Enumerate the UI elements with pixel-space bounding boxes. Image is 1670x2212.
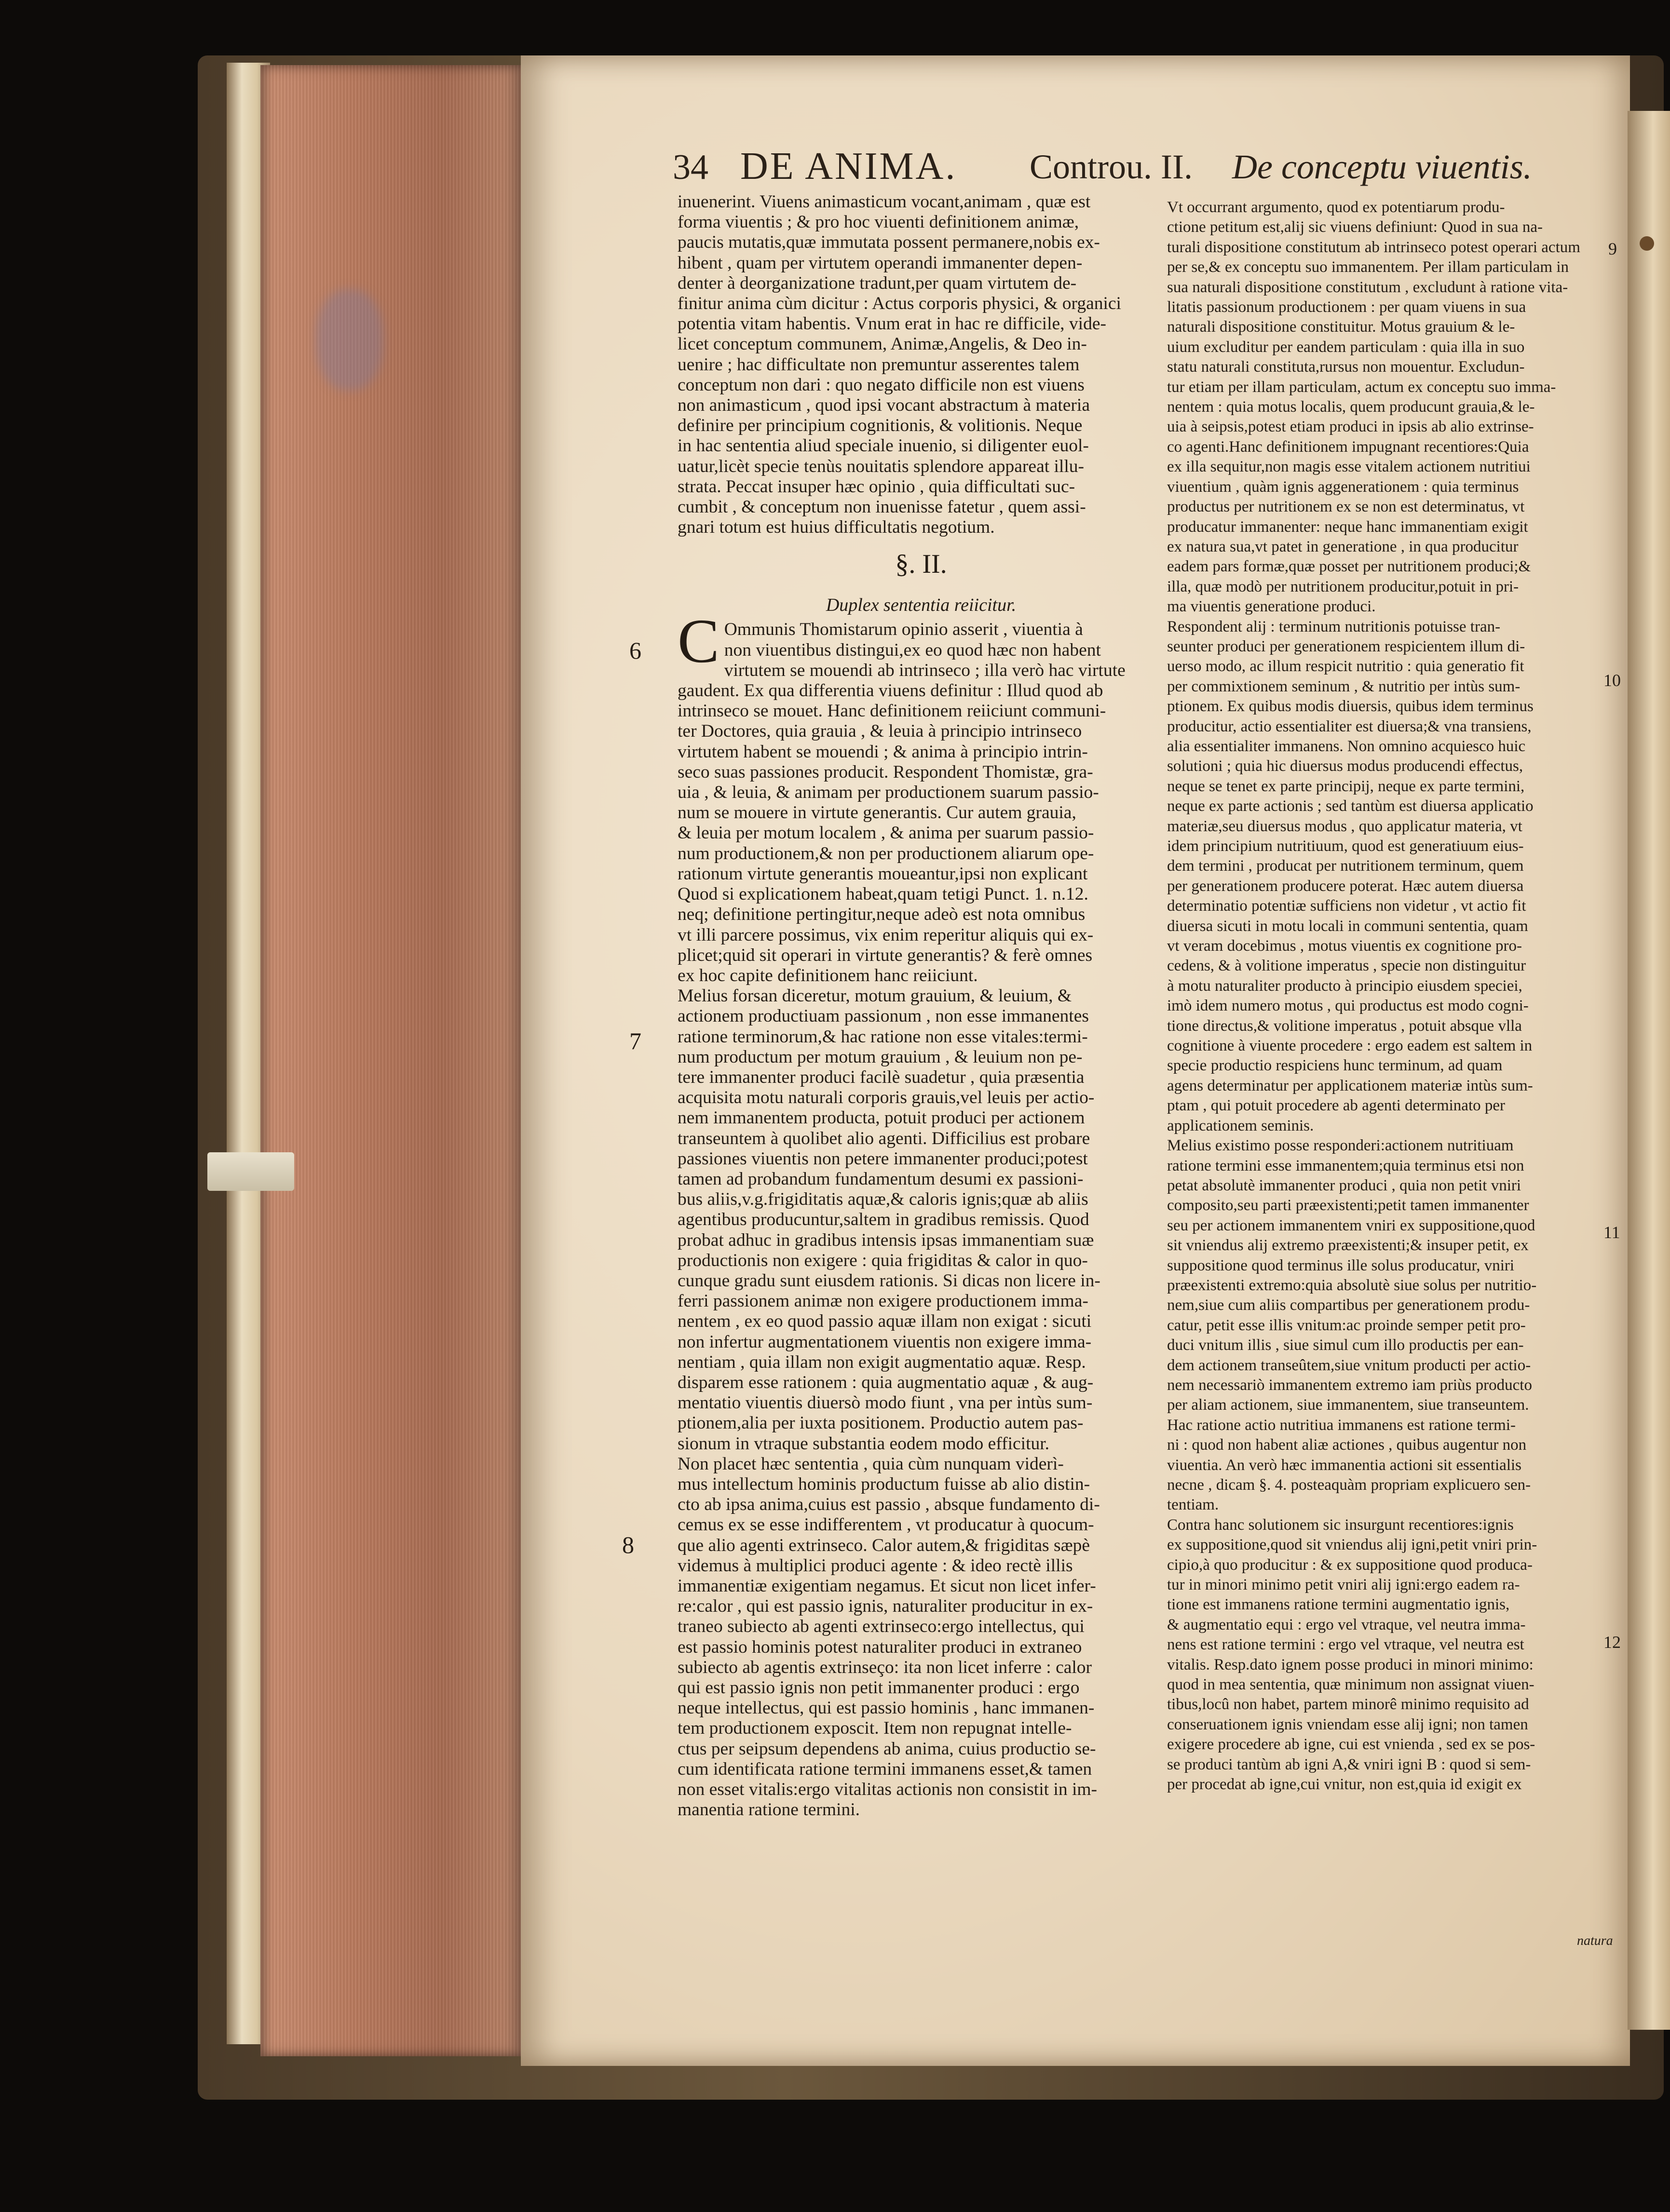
text-line: duci vnitum illis , siue simul cum illo productis per ean- (1167, 1336, 1524, 1354)
margin-number: 12 (1603, 1632, 1621, 1652)
text-line: Hac ratione actio nutritiua immanens est ratione termi- (1167, 1416, 1516, 1434)
text-line: per commixtionem seminum , & nutritio per intùs sum- (1167, 677, 1521, 695)
text-line: vt veram docebimus , motus viuentis ex cognitione pro- (1167, 937, 1522, 955)
text-line: tur in minori minimo petit vniri alij igni:ergo eadem ra- (1167, 1576, 1520, 1594)
text-line: tem productionem exposcit. Item non repugnat intelle- (678, 1718, 1072, 1739)
text-line: finitur anima cùm dicitur : Actus corporis physici, & organici (678, 294, 1121, 314)
text-line: virtutem habent se mouendi ; & anima à principio intrin- (678, 742, 1088, 762)
text-line: nens est ratione termini : ergo vel vtraque, vel neutra est (1167, 1636, 1524, 1654)
margin-number: 10 (1603, 671, 1621, 690)
text-line: non infertur augmentationem viuentis non exigere imma- (678, 1332, 1092, 1352)
header-subtitle: Controu. II. (1030, 148, 1193, 186)
text-line: que alio agenti extrinseco. Calor autem,& frigiditas sæpè (678, 1535, 1090, 1555)
text-line: ptam , qui potuit procedere ab agenti determinato per (1167, 1097, 1505, 1115)
text-line: est passio hominis potest naturaliter produci in extraneo (678, 1637, 1082, 1657)
text-line: num productum per motum grauium , & leuium non pe- (678, 1047, 1083, 1067)
text-line: actionem productiuam passionum , non esse immanentes (678, 1006, 1089, 1026)
left-column-top-text (678, 192, 1165, 538)
text-line: nentiam , quia illam non exigit augmentatio aquæ. Resp. (678, 1352, 1086, 1372)
text-line: Contra hanc solutionem sic insurgunt recentiores:ignis (1167, 1516, 1514, 1534)
text-line: per aliam actionem, siue immanentem, siue transeuntem. (1167, 1396, 1529, 1414)
text-line: alia essentialiter immanens. Non omnino acquiesco huic (1167, 737, 1526, 755)
text-line: Melius existimo posse responderi:actionem nutritiuam (1167, 1137, 1514, 1155)
right-column (1167, 198, 1603, 1943)
text-line: acquisita motu naturali corporis grauis,vel leuis per actio- (678, 1088, 1095, 1108)
text-line: uerso modo, ac illum respicit nutritio : quia generatio fit (1167, 658, 1524, 675)
text-line: uia , & leuia, & animam per productionem suarum passio- (678, 782, 1099, 803)
text-line: idem principium nutritiuum, quod est generatiuum eius- (1167, 837, 1524, 855)
text-line: traneo subiecto ab agenti extrinseco:ergo intellectus, qui (678, 1617, 1085, 1637)
text-line: à motu naturaliter producto à principio eiusdem speciei, (1167, 977, 1522, 995)
text-line: ctione petitum est,alij sic viuens definiunt: Quod in sua na- (1167, 218, 1543, 236)
text-line: producitur, actio essentialiter est diuersa;& vna transiens, (1167, 717, 1532, 735)
text-line: cemus ex se esse indifferentem , vt producatur à quocum- (678, 1515, 1094, 1535)
text-line: ex hoc capite definitionem hanc reiiciunt. (678, 965, 978, 985)
text-line: passiones viuentis non petere immanenter produci;potest (678, 1148, 1088, 1169)
text-line: cipio,à quo producitur : & ex suppositione quod produca- (1167, 1556, 1533, 1574)
text-line: illa, quæ modò per nutritionem producitur,potuit in pri- (1167, 578, 1519, 595)
text-line: diuersa sicuti in motu locali in communi sententia, quam (1167, 917, 1528, 935)
ink-spot (1640, 236, 1654, 251)
text-line: gaudent. Ex qua differentia viuens definitur : Illud quod ab (678, 681, 1103, 701)
left-column (678, 192, 1165, 1947)
left-column-body-text (678, 607, 1165, 1820)
text-line: uatur,licèt specie tenùs nouitatis splendore appareat illu- (678, 456, 1084, 476)
text-line: solutioni ; quia hic diuersus modus producendi effectus, (1167, 757, 1523, 775)
text-line: non viuentibus distingui,ex eo quod hæc non habent (724, 640, 1101, 660)
text-line: ratione termini esse immanentem;quia terminus etsi non (1167, 1157, 1524, 1174)
text-line: seco suas passiones producit. Respondent Thomistæ, gra- (678, 762, 1093, 782)
text-line: vt illi parcere possimus, vix enim reperitur aliquis qui ex- (678, 925, 1094, 945)
text-line: tione est immanens ratione termini augmentatio ignis, (1167, 1596, 1510, 1614)
text-line: uia à seipsis,potest etiam produci in ipsis ab alio extrinse- (1167, 418, 1534, 436)
text-line: non animasticum , quod ipsi vocant abstractum à materia (678, 395, 1090, 416)
margin-number: 11 (1603, 1223, 1620, 1242)
text-line: potentia vitam habentis. Vnum erat in hac re difficile, vide- (678, 314, 1106, 334)
text-line: ma viuentis generatione produci. (1167, 598, 1376, 616)
text-line: disparem esse rationem : quia augmentatio aquæ , & aug- (678, 1372, 1094, 1392)
text-line: ratione terminorum,& hac ratione non esse vitales:termi- (678, 1026, 1088, 1047)
section-heading: §. II. (895, 549, 947, 580)
text-line: num se mouere in virtute generantis. Cur autem grauia, (678, 803, 1076, 823)
text-line: num productionem,& non per productionem aliarum ope- (678, 843, 1094, 863)
text-line: determinatio potentiæ sufficiens non videtur , vt actio fit (1167, 897, 1526, 915)
text-line: mus intellectum hominis productum fuisse ab alio distin- (678, 1474, 1090, 1494)
text-line: exigere procedere ab igne, cui est vnienda , sed ex se pos- (1167, 1736, 1535, 1753)
catchword: natura (1577, 1933, 1613, 1948)
text-line: forma viuentis ; & pro hoc viuenti definitionem animæ, (678, 212, 1079, 232)
text-line: neq; definitione pertingitur,neque adeò est nota omnibus (678, 904, 1086, 925)
text-line: ptionem,alia per iuxta positionem. Productio autem pas- (678, 1413, 1084, 1433)
text-line: paucis mutatis,quæ immutata possent permanere,nobis ex- (678, 232, 1100, 253)
text-line: ter Doctores, quia grauia , & leuia à principio intrinseco (678, 721, 1082, 742)
text-line: manentia ratione termini. (678, 1800, 860, 1820)
text-line: seunter produci per generationem respicientem illum di- (1167, 637, 1525, 655)
margin-number: 6 (629, 637, 641, 664)
text-line: turali dispositione constitutum ab intrinseco potest operari actum (1167, 238, 1580, 256)
text-line: hibent , quam per virtutem operandi immanenter depen- (678, 253, 1083, 273)
text-line: catur, petit esse illis vnitum:ac proinde semper petit pro- (1167, 1316, 1526, 1334)
text-line: producatur immanenter: neque hanc immanentiam exigit (1167, 518, 1528, 536)
text-line: Non placet hæc sententia , quia cùm nunquam viderì- (678, 1454, 1064, 1474)
text-line: sit vniendus alij extremo præexistenti;& insuper petit, ex (1167, 1237, 1529, 1254)
text-line: neque ex parte actionis ; sed tantùm est diuersa applicatio (1167, 797, 1534, 815)
text-line: neque se tenet ex parte principij, neque ex parte termini, (1167, 777, 1525, 795)
text-line: ni : quod non habent aliæ actiones , quibus augentur non (1167, 1436, 1527, 1454)
text-line: immanentiæ exigentiam negamus. Et sicut non licet infer- (678, 1576, 1096, 1596)
text-line: naturali dispositione constituitur. Motus grauium & le- (1167, 318, 1515, 336)
margin-number: 7 (629, 1027, 641, 1054)
text-line: productus per nutritionem ex se non est determinatus, vt (1167, 498, 1525, 516)
text-line: probat adhuc in gradibus intensis ipsas immanentiam suæ (678, 1230, 1094, 1250)
text-line: ex suppositione,quod sit vniendus alij igni,petit vniri prin- (1167, 1536, 1537, 1554)
text-line: præexistenti extremo:quia absolutè siue solus per nutritio- (1167, 1276, 1537, 1294)
facing-page-edge (1628, 111, 1670, 2030)
text-line: gnari totum est huius difficultatis negotium. (678, 517, 995, 538)
text-line: necne , dicam §. 4. posteaquàm propriam explicuero sen- (1167, 1476, 1531, 1494)
text-line: Ommunis Thomistarum opinio asserit , viuentia à (724, 620, 1083, 640)
text-line: non esset vitalis:ergo vitalitas actionis non consistit in im- (678, 1780, 1098, 1800)
text-line: neque intellectus, qui est passio hominis , hanc immanen- (678, 1698, 1095, 1718)
text-line: definire per principium cognitionis, & volitionis. Neque (678, 416, 1083, 436)
paper-tie (207, 1152, 294, 1191)
header-title: DE ANIMA. (740, 145, 957, 188)
text-line: nentem : quia motus localis, quem producunt grauia,& le- (1167, 398, 1535, 416)
red-fore-edge (260, 65, 521, 2056)
text-line: videmus à multiplici produci agente : & ideo rectè illis (678, 1555, 1073, 1576)
text-line: nem immanentem producta, potuit produci per actionem (678, 1108, 1085, 1128)
text-line: quod in mea sententia, quæ minimum non assignat viuen- (1167, 1676, 1534, 1694)
text-line: productionis non exigere : quia frigiditas & calor in quo- (678, 1250, 1088, 1270)
text-line: strata. Peccat insuper hæc opinio , quia difficultati suc- (678, 476, 1075, 497)
text-line: Quod si explicationem habeat,quam tetigi Punct. 1. n.12. (678, 884, 1088, 904)
text-line: seu per actionem immanentem vniri ex suppositione,quod (1167, 1216, 1535, 1234)
header-description: De conceptu viuentis. (1232, 148, 1532, 186)
text-line: ex illa sequitur,non magis esse vitalem actionem nutritiui (1167, 458, 1531, 476)
text-line: ferri passionem animæ non exigere productionem imma- (678, 1291, 1088, 1311)
text-line: transeuntem à quolibet alio agenti. Difficilius est probare (678, 1128, 1090, 1148)
text-line: specie productio respiciens hunc terminum, ad quam (1167, 1057, 1503, 1075)
text-line: cto ab ipsa anima,cuius est passio , absque fundamento di- (678, 1495, 1100, 1515)
text-line: tione directus,& volitione imperatus , potuit absque vlla (1167, 1017, 1522, 1035)
water-stain (316, 289, 383, 391)
text-line: in hac sententia aliud speciale inuenio, si diligenter euol- (678, 436, 1089, 456)
margin-number: 8 (622, 1531, 634, 1558)
text-line: per generationem producere poterat. Hæc autem diuersa (1167, 877, 1524, 895)
text-line: eadem pars formæ,quæ posset per nutritionem produci;& (1167, 558, 1531, 576)
text-line: tibus,locû non habet, partem minorê minimo requisito ad (1167, 1696, 1529, 1713)
text-line: tentiam. (1167, 1496, 1219, 1514)
text-line: materiæ,seu diuersus modus , quo applicatur materia, vt (1167, 817, 1522, 835)
text-line: Vt occurrant argumento, quod ex potentiarum produ- (1167, 199, 1505, 216)
text-line: re:calor , qui est passio ignis, naturaliter producitur in ex- (678, 1596, 1093, 1617)
text-line: denter à deorganizatione tradunt,per quam virtutem de- (678, 273, 1077, 293)
text-line: Respondent alij : terminum nutritionis potuisse tran- (1167, 618, 1501, 635)
text-line: co agenti.Hanc definitionem impugnant recentiores:Quia (1167, 438, 1529, 456)
text-line: plicet;quid sit operari in virtute generantis? & ferè omnes (678, 945, 1093, 965)
text-line: vitalis. Resp.dato ignem posse produci in minori minimo: (1167, 1656, 1534, 1673)
text-line: dem actionem transeûtem,siue vnitum producti per actio- (1167, 1356, 1531, 1374)
text-line: tamen ad probandum fundamentum desumi ex passioni- (678, 1169, 1084, 1189)
text-line: viuentium , quàm ignis aggenerationem : quia terminus (1167, 478, 1519, 496)
text-line: uenire ; hac difficultate non premuntur asserentes talem (678, 354, 1080, 375)
text-line: sionum in vtraque substantia eodem modo efficitur. (678, 1433, 1050, 1454)
text-line: bus aliis,v.g.frigiditatis aquæ,& caloris ignis;quæ ab aliis (678, 1189, 1088, 1210)
text-line: imò idem numero motus , qui productus est modo cogni- (1167, 997, 1529, 1015)
text-line: mentatio viuentis diuersò modo fiunt , vna per intùs sum- (678, 1393, 1093, 1413)
text-line: virtutem se mouendi ab intrinseco ; illa verò hac virtute (724, 660, 1126, 680)
text-line: conseruationem ignis vniendam esse alij igni; non tamen (1167, 1715, 1528, 1733)
text-line: statu naturali constituta,rursus non mouentur. Excludun- (1167, 358, 1525, 376)
text-line: cumbit , & conceptum non inuenisse fatetur , quem assi- (678, 497, 1086, 517)
right-column-text (1167, 198, 1603, 1795)
margin-number: 9 (1608, 239, 1617, 258)
text-line: applicationem seminis. (1167, 1117, 1314, 1134)
text-line: tere immanenter produci facilè suadetur , quia præsentia (678, 1067, 1085, 1087)
text-line: petat absolutè immanenter produci , quia non petit vniri (1167, 1176, 1521, 1194)
text-line: se produci tantùm ab igni A,& vniri igni B : quod si sem- (1167, 1755, 1531, 1773)
text-line: composito,seu parti præexistenti;petit tamen immanenter (1167, 1197, 1529, 1214)
text-line: per se,& ex conceptu suo immanentem. Per illam particulam in (1167, 258, 1569, 276)
text-line: cognitione à viuente procedere : ergo eadem est saltem in (1167, 1037, 1533, 1055)
page-number: 34 (673, 148, 708, 187)
text-line: viuentia. An verò hæc immanentia actioni sit essentialis (1167, 1456, 1522, 1474)
text-line: licet conceptum communem, Animæ,Angelis, & Deo in- (678, 334, 1087, 354)
text-line: cunque gradu sunt eiusdem rationis. Si dicas non licere in- (678, 1270, 1100, 1291)
text-line: conceptum non dari : quo negato difficile non est viuens (678, 375, 1085, 395)
text-line: tur etiam per illam particulam, actum ex conceptu suo imma- (1167, 378, 1556, 396)
text-line: suppositione quod terminus ille solus producatur, vniri (1167, 1256, 1515, 1274)
text-line: subiecto ab agentis extrinseço: ita non licet inferre : calor (678, 1657, 1092, 1677)
text-line: uium excluditur per eandem particulam : quia illa in suo (1167, 338, 1525, 356)
text-line: cum identificata ratione termini immanens esset,& tamen (678, 1759, 1092, 1779)
text-line: ptionem. Ex quibus modis diuersis, quibus idem terminus (1167, 698, 1534, 715)
text-line: sua naturali dispositione constitutum , excludunt à ratione vita- (1167, 278, 1568, 296)
text-line: nem,siue cum aliis compartibus per generationem produ- (1167, 1296, 1530, 1314)
text-line: nem necessariò immanentem extremo iam priùs producto (1167, 1376, 1532, 1394)
text-line: qui est passio ignis non petit immanenter produci : ergo (678, 1678, 1080, 1698)
text-line: Melius forsan diceretur, motum grauium, & leuium, & (678, 986, 1072, 1006)
text-line: per procedat ab igne,cui vnitur, non est,quia id exigit ex (1167, 1776, 1522, 1794)
drop-cap: C (678, 607, 720, 676)
text-line: litatis passionum productionem : per quam viuens in sua (1167, 298, 1526, 316)
section-subtitle: Duplex sententia reiicitur. (826, 595, 1017, 616)
text-line: ctus per seipsum dependens ab anima, cuius productio se- (678, 1739, 1096, 1759)
text-line: agens determinatur per applicationem materiæ intùs sum- (1167, 1077, 1533, 1094)
text-line: cedens, & à volitione imperatus , specie non distinguitur (1167, 957, 1526, 975)
text-line: ex natura sua,vt patet in generatione , in qua producitur (1167, 538, 1519, 555)
text-line: agentibus producuntur,saltem in gradibus remissis. Quod (678, 1210, 1089, 1230)
text-line: nentem , ex eo quod passio aquæ illam non exigat : sicuti (678, 1311, 1092, 1332)
text-line: inuenerint. Viuens animasticum vocant,animam , quæ est (678, 192, 1091, 212)
text-line: & augmentatio equi : ergo vel vtraque, vel neutra imma- (1167, 1616, 1526, 1633)
text-line: & leuia per motum localem , & anima per suarum passio- (678, 823, 1094, 843)
text-line: dem termini , producat per nutritionem terminum, quem (1167, 857, 1524, 875)
text-line: rationum virtute generantis moueantur,ipsi non explicant (678, 863, 1088, 884)
text-line: intrinseco se mouet. Hanc definitionem reiiciunt communi- (678, 701, 1106, 721)
